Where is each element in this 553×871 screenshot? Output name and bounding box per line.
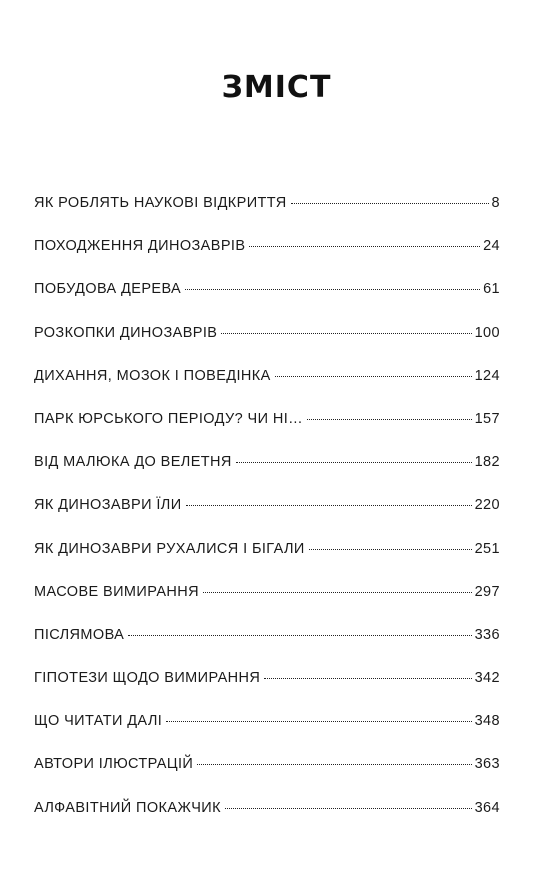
toc-entry — [34, 756, 500, 799]
toc-entry-page: 124 — [474, 367, 500, 384]
toc-entry — [34, 325, 500, 368]
toc-entry-label: ВІД МАЛЮКА ДО ВЕЛЕТНЯ — [34, 454, 232, 471]
toc-entry-label: РОЗКОПКИ ДИНОЗАВРІВ — [34, 324, 218, 341]
dot-leader — [166, 721, 471, 722]
toc-entry-page: 336 — [474, 626, 500, 643]
toc-entry-label: ПІСЛЯМОВА — [34, 626, 125, 643]
dot-leader — [249, 246, 480, 247]
dot-leader — [197, 764, 471, 765]
toc-entry — [34, 713, 500, 756]
toc-entry-label: ЯК РОБЛЯТЬ НАУКОВІ ВІДКРИТТЯ — [34, 195, 287, 211]
page-title: ЗМІСТ — [221, 70, 332, 105]
dot-leader — [203, 592, 472, 593]
toc-entry-page: 220 — [474, 497, 500, 514]
toc-entry-label: ЩО ЧИТАТИ ДАЛІ — [34, 713, 163, 730]
toc-entry — [34, 584, 500, 627]
toc-entry-label: ПАРК ЮРСЬКОГО ПЕРІОДУ? ЧИ НІ… — [34, 410, 304, 427]
dot-leader — [309, 549, 472, 550]
toc-entry — [34, 800, 500, 843]
toc-entry — [34, 670, 500, 713]
toc-entry-page: 24 — [483, 238, 500, 255]
toc-entry — [34, 195, 500, 238]
toc-entry-page: 8 — [491, 195, 500, 211]
toc-entry-page: 100 — [474, 324, 500, 341]
dot-leader — [264, 678, 471, 679]
toc-entry-page: 363 — [474, 756, 500, 773]
dot-leader — [275, 376, 472, 377]
toc-entry-page: 251 — [474, 540, 500, 557]
dot-leader — [236, 462, 472, 463]
toc-entry-label: ПОБУДОВА ДЕРЕВА — [34, 281, 182, 298]
dot-leader — [221, 333, 471, 334]
toc-entry-page: 364 — [474, 799, 500, 816]
toc-entry-label: АЛФАВІТНИЙ ПОКАЖЧИК — [34, 799, 221, 816]
toc-entry-label: МАСОВЕ ВИМИРАННЯ — [34, 583, 200, 600]
toc-entry-label: ПОХОДЖЕННЯ ДИНОЗАВРІВ — [34, 238, 246, 255]
table-of-contents — [34, 195, 500, 843]
toc-entry-page: 297 — [474, 583, 500, 600]
toc-entry-page: 61 — [483, 281, 500, 298]
dot-leader — [186, 505, 472, 506]
toc-entry-label: ДИХАННЯ, МОЗОК І ПОВЕДІНКА — [34, 367, 271, 384]
dot-leader — [128, 635, 471, 636]
toc-entry — [34, 368, 500, 411]
toc-entry-page: 157 — [474, 410, 500, 427]
toc-entry-label: ЯК ДИНОЗАВРИ ЇЛИ — [34, 497, 182, 514]
toc-entry-label: ЯК ДИНОЗАВРИ РУХАЛИСЯ І БІГАЛИ — [34, 540, 305, 557]
toc-entry — [34, 281, 500, 324]
toc-entry-page: 342 — [474, 670, 500, 687]
dot-leader — [291, 203, 489, 204]
toc-entry — [34, 454, 500, 497]
toc-entry-page: 348 — [474, 713, 500, 730]
toc-entry-page: 182 — [474, 454, 500, 471]
toc-entry — [34, 497, 500, 540]
toc-entry — [34, 541, 500, 584]
toc-entry — [34, 238, 500, 281]
dot-leader — [225, 808, 472, 809]
dot-leader — [307, 419, 472, 420]
toc-entry — [34, 627, 500, 670]
dot-leader — [185, 289, 480, 290]
toc-entry-label: АВТОРИ ІЛЮСТРАЦІЙ — [34, 756, 194, 773]
toc-entry-label: ГІПОТЕЗИ ЩОДО ВИМИРАННЯ — [34, 670, 261, 687]
toc-entry — [34, 411, 500, 454]
